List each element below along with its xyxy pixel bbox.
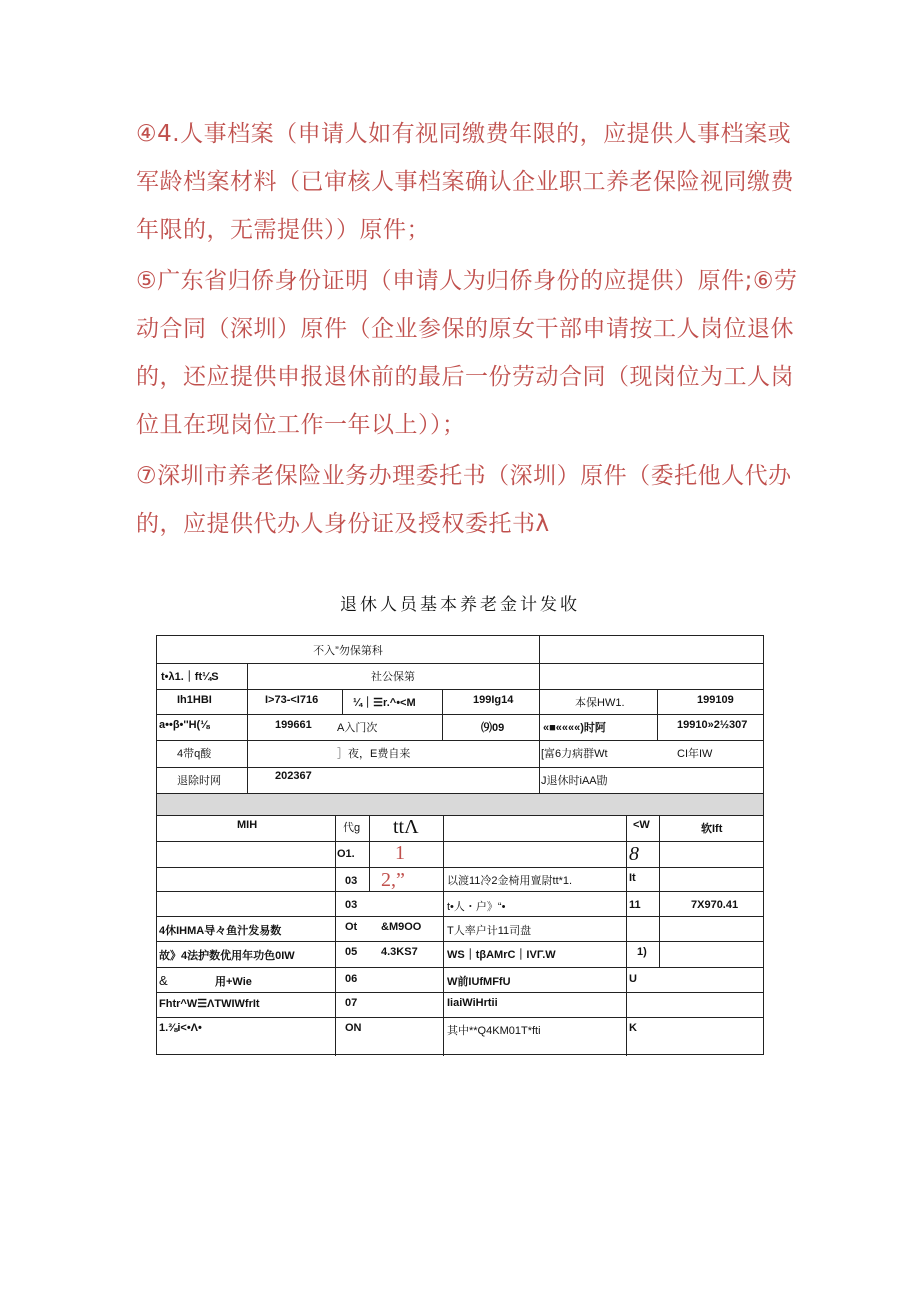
d7-desc: IiaiWiHrtii — [447, 997, 498, 1009]
paragraph-line-3: 年限的，无需提供））原件； — [136, 217, 430, 243]
d2-desc: 以渡11冷2金椅用亶尉tt*1. — [447, 875, 573, 887]
d8-code: ON — [345, 1022, 362, 1034]
cell-r5-c2: 202367 — [275, 770, 312, 782]
d6-key: U — [629, 973, 637, 985]
col-rule — [369, 815, 370, 892]
paragraph-line-9: 的，应提供代办人身份证及授权委托书λ — [136, 511, 550, 537]
cell-r1-c2: 社公保第 — [371, 671, 415, 683]
row-rule — [157, 1017, 763, 1018]
cell-r2-c5: 本保HW1. — [575, 697, 625, 709]
paragraph-line-2: 军龄档案材料（已审核人事档案确认企业职工养老保险视同缴费 — [136, 169, 794, 195]
d5-desc: WS｜tβAMrC｜IVΓ.W — [447, 949, 556, 961]
d5-item: 故》4法护数优用年功色0IW — [159, 950, 295, 962]
d4-code: Ot — [345, 921, 358, 933]
d8-item: 1.⅜i<•Λ• — [159, 1022, 202, 1034]
d7-item: Fhtr^W☰ΛTWIWfrIt — [159, 998, 260, 1010]
d5-key: 1) — [637, 946, 647, 958]
col-rule — [342, 689, 343, 714]
d1-value: 1 — [395, 842, 405, 864]
cell-r4-c4: CI年IW — [677, 748, 713, 760]
col-rule — [626, 815, 627, 1056]
table-header: 不入”勿保第科 — [313, 645, 383, 657]
d6-item: & — [159, 973, 168, 988]
row-rule — [157, 891, 763, 892]
d3-value: 7X970.41 — [691, 899, 739, 911]
row-rule — [157, 867, 763, 868]
table-title: 退休人员基本养老金计发收 — [340, 595, 580, 615]
d6-code: 06 — [345, 973, 358, 985]
cell-r2-c6: 199109 — [697, 694, 734, 706]
cell-r3-c6: 19910»2½307 — [677, 719, 748, 731]
header2-c1: MIH — [237, 819, 258, 831]
d2-code: 03 — [345, 875, 358, 887]
row-rule — [157, 916, 763, 917]
d3-key: 11 — [629, 899, 641, 911]
d7-code: 07 — [345, 997, 358, 1009]
d8-desc: 其中**Q4KM01T*fti — [447, 1025, 541, 1037]
cell-r4-c3: [富6力病群Wt — [541, 748, 608, 760]
d6-item2: 用+Wie — [215, 976, 252, 988]
cell-r2-c1: Ih1HBI — [177, 694, 212, 706]
cell-r2-c4: 199Ig14 — [473, 694, 514, 706]
cell-r1-c1: t•λ1.｜ft¼S — [161, 671, 219, 683]
paragraph-line-6: 的，还应提供申报退休前的最后一份劳动合同（现岗位为工人岗 — [136, 364, 794, 390]
header2-c2: 代g — [343, 822, 361, 834]
row-rule — [157, 992, 763, 993]
col-rule — [335, 815, 336, 1056]
row-rule — [157, 841, 763, 842]
cell-r3-c4: ⑼09 — [481, 722, 505, 734]
header2-c3: ttΛ — [393, 816, 419, 838]
cell-r3-c5: «■««««)时阿 — [543, 722, 606, 734]
d3-code: 03 — [345, 899, 358, 911]
col-rule — [659, 815, 660, 967]
d8-key: K — [629, 1022, 637, 1034]
row-rule — [157, 941, 763, 942]
paragraph-line-4: ⑤广东省归侨身份证明（申请人为归侨身份的应提供）原件;⑥劳 — [136, 268, 798, 294]
d3-desc: t•人・户》“• — [447, 901, 506, 913]
cell-r4-c1: 4带q酸 — [177, 748, 212, 760]
d5-value: 4.3KS7 — [381, 946, 418, 958]
cell-r3-c3: A入门次 — [337, 722, 378, 734]
d1-value2: 8 — [629, 843, 639, 865]
cell-r3-c1: a••β•''H(⅛ — [159, 719, 210, 731]
header2-c4: <W — [633, 819, 650, 831]
d4-desc: T人率户计11司盘 — [447, 925, 532, 937]
cell-r2-c3: ¼｜☰r.^•<M — [353, 697, 416, 709]
d2-value: 2,” — [381, 869, 405, 891]
row-rule — [157, 793, 763, 794]
d2-key: It — [629, 872, 636, 884]
d5-code: 05 — [345, 946, 358, 958]
paragraph-line-8: ⑦深圳市养老保险业务办理委托书（深圳）原件（委托他人代办 — [136, 463, 792, 489]
paragraph-line-5: 动合同（深圳）原件（企业参保的原女干部申请按工人岗位退休 — [136, 316, 794, 342]
table-shaded-band — [157, 793, 763, 815]
cell-r2-c2: I>73-<I716 — [265, 694, 319, 706]
cell-r4-c2: ］夜，E费自来 — [337, 748, 411, 760]
d4-value: &M9OO — [381, 921, 422, 933]
row-rule — [157, 967, 763, 968]
cell-r5-c3: J退休时iAA勖 — [541, 775, 608, 787]
col-rule — [657, 689, 658, 740]
col-rule — [443, 815, 444, 1056]
header2-c5: 软Ift — [701, 823, 723, 835]
paragraph-line-1: ④4.人事档案（申请人如有视同缴费年限的，应提供人事档案或 — [136, 121, 792, 147]
paragraph-line-7: 位且在现岗位工作一年以上））； — [136, 412, 466, 438]
d1-code: O1. — [337, 848, 355, 860]
col-rule — [539, 636, 540, 793]
col-rule — [442, 689, 443, 740]
cell-r3-c2: 199661 — [275, 719, 312, 731]
d6-desc: W前IUfMFfU — [447, 976, 511, 988]
d4-item: 4休IHMA导々鱼汁发易数 — [159, 925, 282, 937]
pension-table — [156, 635, 764, 1055]
cell-r5-c1: 退除时网 — [177, 775, 221, 787]
row-rule — [157, 815, 763, 816]
